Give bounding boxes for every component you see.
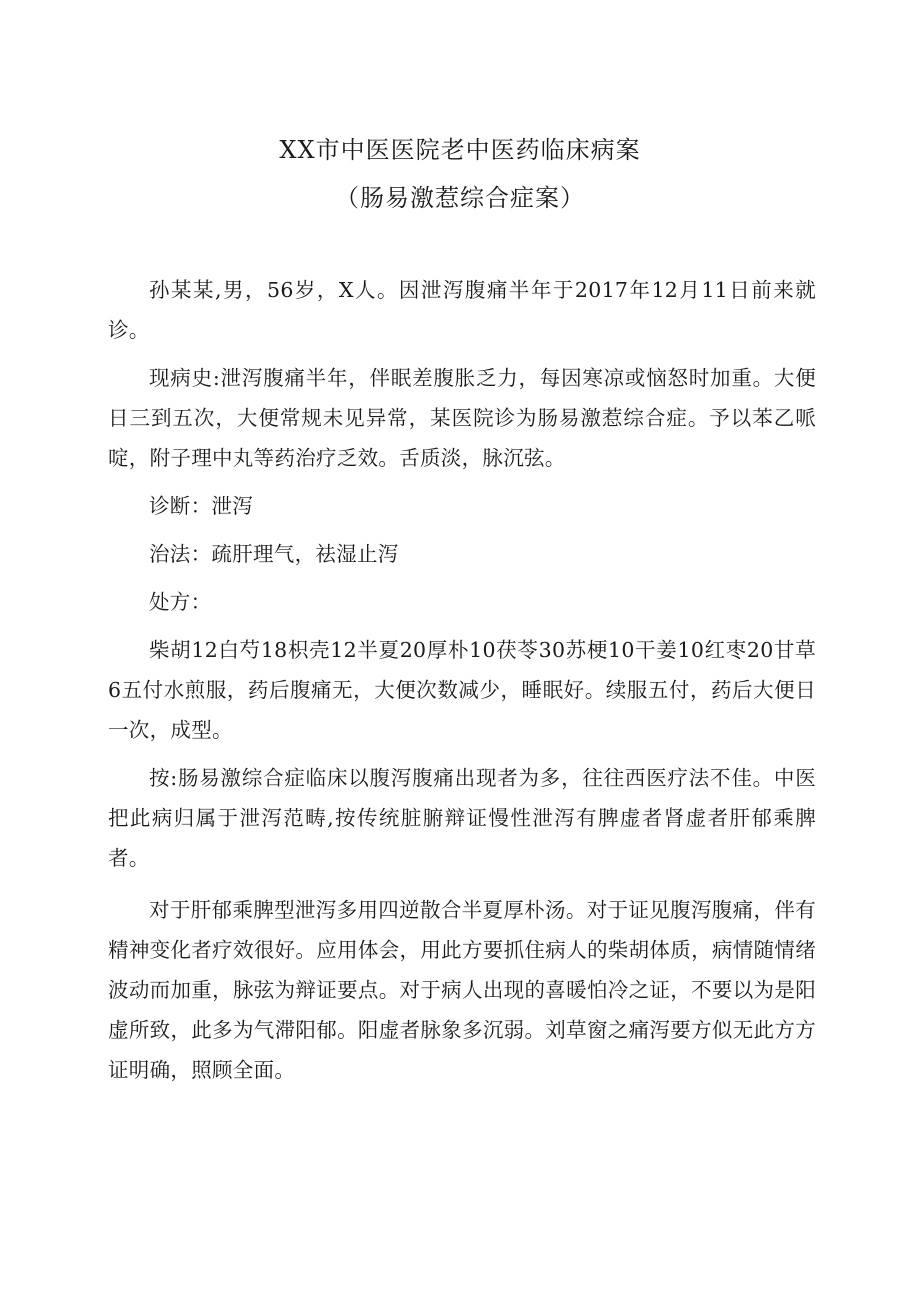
document-subtitle: （肠易激惹综合症案） — [335, 184, 585, 212]
document-body — [108, 270, 816, 1098]
patient-info-paragraph: 孙某某,男，56岁，X人。因泄泻腹痛半年于2017年12月11日前来就诊。 — [108, 278, 816, 342]
diagnosis-paragraph: 诊断：泄泻 — [149, 494, 253, 518]
document-title: XX市中医医院老中医药临床病案 — [279, 136, 641, 164]
prescription-paragraph: 柴胡12白芍18枳壳12半夏20厚朴10茯苓30苏梗10干姜10红枣20甘草6五付水煎服，药后腹痛无，大便次数减少，睡眠好。续服五付，药后大便日一次，成型。 — [108, 638, 816, 742]
commentary-paragraph: 按:肠易激综合症临床以腹泻腹痛出现者为多，往往西医疗法不佳。中医把此病归属于泄泻范畴,按传统脏腑辩证慢性泄泻有脾虚者肾虚者肝郁乘脾者。 — [108, 766, 816, 870]
experience-paragraph: 对于肝郁乘脾型泄泻多用四逆散合半夏厚朴汤。对于证见腹泻腹痛，伴有精神变化者疗效很好。应用体会，用此方要抓住病人的柴胡体质，病情随情绪波动而加重，脉弦为辩证要点。对于病人出现的喜暖怕冷之证，不要以为是阳虚所致，此多为气滞阳郁。阳虚者脉象多沉弱。刘草窗之痛泻要方似无此方方证明确，照顾全面。 — [108, 898, 816, 1082]
history-paragraph: 现病史:泄泻腹痛半年，伴眠差腹胀乏力，每因寒凉或恼怒时加重。大便日三到五次，大便常规未见异常，某医院诊为肠易激惹综合症。予以苯乙哌啶，附子理中丸等药治疗乏效。舌质淡，脉沉弦。 — [108, 366, 816, 470]
treatment-method-paragraph: 治法：疏肝理气，祛湿止泻 — [149, 542, 399, 566]
prescription-label: 处方： — [149, 590, 212, 614]
